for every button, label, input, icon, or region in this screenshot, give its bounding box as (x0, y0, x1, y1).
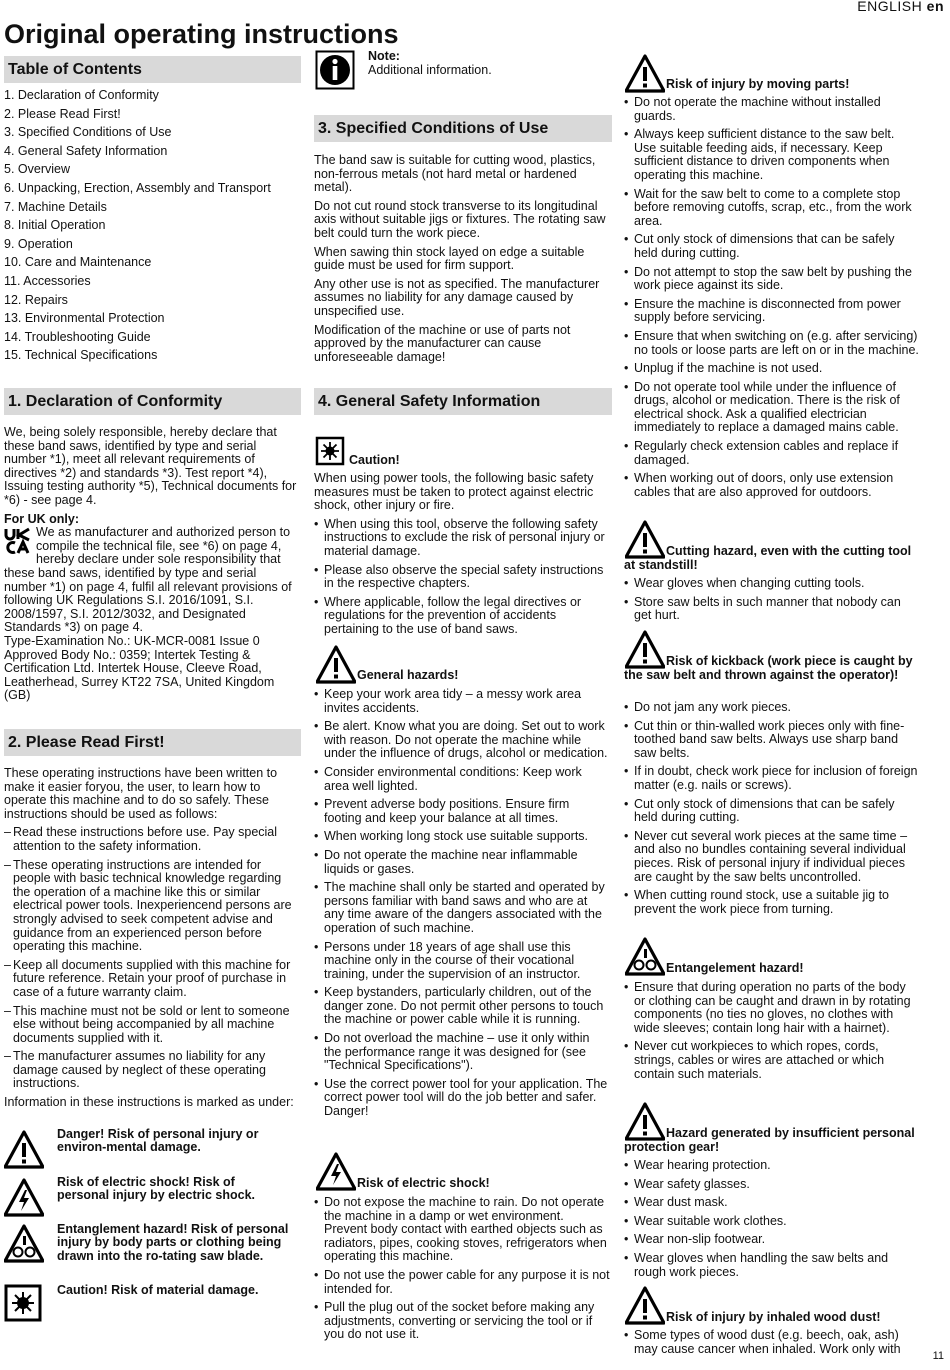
list-item: • Unplug if the machine is not used. (624, 362, 920, 376)
section-1-heading: 1. Declaration of Conformity (4, 388, 301, 415)
ppe-body (624, 1159, 920, 1284)
electric-shock-icon (4, 1178, 44, 1218)
general-hazards-body (314, 688, 610, 1124)
language-label: ENGLISH en (857, 0, 944, 14)
cutting-hazard-title: Cutting hazard, even with the cutting tool at standstill! (624, 544, 912, 572)
list-item: • Wait for the saw belt to come to a complete stop before removing cutoffs, scrap, etc., from the work area. (624, 188, 920, 229)
list-item: • Ensure the machine is disconnected from power supply before servicing. (624, 298, 920, 325)
general-hazards-list (314, 688, 610, 1119)
wood-dust-body (624, 1329, 920, 1361)
list-item: • Consider environmental conditions: Keep work area well lighted. (314, 766, 610, 793)
list-item: • Please also observe the special safety instructions in the respective chapters. (314, 564, 610, 591)
uk-only-label: For UK only: (4, 511, 79, 526)
list-item: • Store saw belts in such manner that nobody can get hurt. (624, 596, 920, 623)
moving-parts-body (624, 96, 920, 504)
list-item: • Do not jam any work pieces. (624, 701, 920, 715)
list-item: • When working long stock use suitable supports. (314, 830, 610, 844)
uk-type-exam-text: Type-Examination No.: UK-MCR-0081 Issue 0 Approved Body No.: 0359; Intertek Testing & Certification Ltd. Intertek House, Cleeve Road, Leatherhead, Surrey KT22 7SA, United Kingdom (GB) (4, 633, 275, 703)
entanglement-list (624, 981, 920, 1081)
toc-item: 6. Unpacking, Erection, Assembly and Transport (4, 180, 271, 195)
entanglement-body (624, 981, 920, 1086)
warning-icon (625, 1286, 665, 1326)
toc-item: 13. Environmental Protection (4, 311, 165, 326)
list-item: • Wear gloves when handling the saw belts and rough work pieces. (624, 1252, 920, 1279)
danger-icon (4, 1130, 44, 1170)
list-item: • Some types of wood dust (e.g. beech, oak, ash) may cause cancer when inhaled. Work only with (624, 1329, 920, 1356)
toc-item: 10. Care and Maintenance (4, 255, 152, 270)
general-hazards-title: General hazards! (357, 668, 459, 682)
list-item: • Cut only stock of dimensions that can be safely held during cutting. (624, 233, 920, 260)
list-item: – The manufacturer assumes no liability for any damage caused by neglect of these operating instructions. (4, 1050, 300, 1091)
list-item: • Keep your work area tidy – a messy work area invites accidents. (314, 688, 610, 715)
legend-danger-text: Danger! Risk of personal injury or environ-mental damage. (57, 1127, 259, 1155)
toc-item: 7. Machine Details (4, 199, 107, 214)
section-4-heading: 4. General Safety Information (314, 388, 612, 415)
list-item: • Always keep sufficient distance to the saw belt. Use suitable feeding aids, if necessary. Keep sufficient distance to driven components when operating this machine. (624, 128, 920, 182)
ukca-mark-icon (4, 527, 32, 555)
list-item: • Wear dust mask. (624, 1196, 920, 1210)
electric-shock-icon (316, 1152, 356, 1192)
list-item: • Never cut workpieces to which ropes, cords, strings, cables or wires are attached or which contain such materials. (624, 1040, 920, 1081)
wood-dust-list (624, 1329, 920, 1356)
toc-item: 15. Technical Specifications (4, 348, 158, 363)
moving-parts-list (624, 96, 920, 499)
list-item: – Keep all documents supplied with this machine for future reference. Retain your proof of purchase in case of a future warranty claim. (4, 959, 300, 1000)
list-item: • Do not use the power cable for any purpose it is not intended for. (314, 1269, 610, 1296)
marked-as-text: Information in these instructions is marked as under: (4, 1095, 294, 1110)
conditions-paragraph: Modification of the machine or use of parts not approved by the manufacturer can cause unforeseeable damage! (314, 322, 571, 364)
list-item: • Ensure that during operation no parts of the body or clothing can be caught and drawn in by rotating components (no ties no gloves, no clothes with wide sleeves; contain long hair with a hairnet). (624, 981, 920, 1035)
list-item: • Persons under 18 years of age shall use this machine only in the course of their vocational training, under the supervision of an instructor. (314, 941, 610, 982)
conditions-paragraph: Any other use is not as specified. The manufacturer assumes no liability for any damage caused by unspecified use. (314, 276, 600, 318)
read-first-intro: These operating instructions have been written to make it easier foryou, the user, to learn how to operate this machine and to do so safely. These instructions should be used as follows: (4, 766, 278, 821)
info-icon (315, 50, 355, 90)
list-item: • Pull the plug out of the socket before making any adjustments, converting or servicing the tool or if you do not use it. (314, 1301, 610, 1342)
kickback-body (624, 701, 920, 921)
list-item: – Read these instructions before use. Pay special attention to the safety information. (4, 826, 300, 853)
list-item: • Wear suitable work clothes. (624, 1215, 920, 1229)
caution-text: When using power tools, the following basic safety measures must be taken to protect against electric shock, other injury or fire. (314, 471, 594, 513)
cutting-hazard-list (624, 577, 920, 623)
toc-heading: Table of Contents (4, 56, 301, 83)
note-block (368, 50, 568, 77)
caution-icon (315, 436, 345, 466)
list-item: • When working out of doors, only use extension cables that are also approved for outdoors. (624, 472, 920, 499)
ppe-title: Hazard generated by insufficient personal protection gear! (624, 1126, 915, 1154)
list-item: – These operating instructions are intended for people with basic technical knowledge regarding the operation of a machine like this or similar electrical power tools. Inexperiencend persons are strongly advised to seek competent advise and guidance from an experienced person before operating this machine. (4, 859, 300, 954)
uk-declaration-text: We as manufacturer and authorized person to compile the technical file, see *6) on page 4, hereby declare under sole responsibility that these band saws, identified by type and serial number *1) on page 4, fulfil all relevant provisions of following UK Regulations S.I. 2016/1091, S.I. 2008/1597, S.I. 2012/3032, and Designated Standards *3) on page 4. (4, 525, 292, 635)
page-number: 11 (932, 1350, 944, 1363)
caution-list (314, 518, 610, 637)
ppe-list (624, 1159, 920, 1279)
list-item: • Wear hearing protection. (624, 1159, 920, 1173)
toc-item: 12. Repairs (4, 292, 68, 307)
entanglement-title: Entangelement hazard! (666, 961, 804, 975)
list-item: • Keep bystanders, particularly children, out of the danger zone. Do not permit other persons to touch the machine or power cable while it is running. (314, 986, 610, 1027)
list-item: • Wear safety glasses. (624, 1178, 920, 1192)
table-of-contents (4, 86, 301, 365)
list-item: • Do not attempt to stop the saw belt by pushing the work piece against its side. (624, 266, 920, 293)
list-item: • Do not operate the machine near inflammable liquids or gases. (314, 849, 610, 876)
list-item: • Use the correct power tool for your application. The correct power tool will do the job better and safer. Danger! (314, 1078, 610, 1119)
list-item: • Do not operate the machine without installed guards. (624, 96, 920, 123)
caution-body (314, 472, 610, 642)
wood-dust-title: Risk of injury by inhaled wood dust! (666, 1310, 881, 1324)
section-2-body (4, 767, 300, 1110)
section-3-body (314, 154, 610, 369)
toc-item: 2. Please Read First! (4, 106, 121, 121)
conditions-paragraph: When sawing thin stock layed on edge a suitable guide must be used for firm support. (314, 244, 585, 273)
toc-item: 4. General Safety Information (4, 143, 168, 158)
list-item: • Cut thin or thin-walled work pieces only with fine-toothed band saw belts. Always use sharp band saw belts. (624, 720, 920, 761)
toc-item: 8. Initial Operation (4, 218, 106, 233)
caution-title: Caution! (349, 453, 400, 467)
kickback-list (624, 701, 920, 916)
section-2-heading: 2. Please Read First! (4, 729, 301, 756)
list-item: • Do not operate tool while under the influence of drugs, alcohol or medication. There is the risk of electrical shock. Ask a qualified electrician immediately to replace a damaged mains cable. (624, 381, 920, 435)
toc-item: 5. Overview (4, 162, 70, 177)
list-item: • Be alert. Know what you are doing. Set out to work with reason. Do not operate the machine while under the influence of drugs, alcohol or medication. (314, 720, 610, 761)
electric-shock-title: Risk of electric shock! (357, 1176, 490, 1190)
entanglement-icon (625, 937, 665, 977)
toc-item: 11. Accessories (4, 273, 91, 288)
list-item: • If in doubt, check work piece for inclusion of foreign matter (e.g. nails or screws). (624, 765, 920, 792)
conditions-paragraph: The band saw is suitable for cutting wood, plastics, non-ferrous metals (not hard metal or hardened metal). (314, 153, 596, 195)
list-item: • Ensure that when switching on (e.g. after servicing) no tools or loose parts are left on or in the machine. (624, 330, 920, 357)
list-item: • Cut only stock of dimensions that can be safely held during cutting. (624, 798, 920, 825)
section-1-body (4, 426, 300, 708)
cutting-hazard-body (624, 577, 920, 628)
toc-item: 3. Specified Conditions of Use (4, 125, 172, 140)
moving-parts-title: Risk of injury by moving parts! (666, 77, 850, 91)
kickback-title: Risk of kickback (work piece is caught by the saw belt and thrown against the operator)! (624, 654, 913, 682)
toc-item: 9. Operation (4, 236, 73, 251)
note-text: Additional information. (368, 62, 492, 77)
entanglement-icon (4, 1224, 44, 1264)
legend-caution-text: Caution! Risk of material damage. (57, 1283, 259, 1297)
caution-icon (4, 1284, 42, 1322)
note-title: Note: (368, 49, 400, 63)
toc-item: 1. Declaration of Conformity (4, 88, 159, 102)
warning-icon (625, 54, 665, 94)
electric-shock-body (314, 1196, 610, 1347)
declaration-text: We, being solely responsible, hereby declare that these band saws, identified by type and serial number *1), meet all relevant requirements of directives *2) and standards *3). Test report *4), Issuing testing authority *5), Technical documents for *6) - see page 4. (4, 425, 297, 507)
list-item: • Wear non-slip footwear. (624, 1233, 920, 1247)
electric-shock-list (314, 1196, 610, 1342)
list-item: • Never cut several work pieces at the same time – and also no bundles containing several individual pieces. Risk of personal injury if individual pieces are caught by the saw belts uncontrolled. (624, 830, 920, 884)
list-item: • Do not expose the machine to rain. Do not operate the machine in a damp or wet environment. Prevent body contact with earthed objects such as radiators, pipes, cooking stoves, refrigerators when operating this machine. (314, 1196, 610, 1264)
list-item: – This machine must not be sold or lent to someone else without being accompanied by all machine documents supplied with it. (4, 1005, 300, 1046)
list-item: • When cutting round stock, use a suitable jig to prevent the work piece from turning. (624, 889, 920, 916)
page-title: Original operating instructions (4, 19, 399, 49)
toc-item: 14. Troubleshooting Guide (4, 329, 151, 344)
conditions-paragraph: Do not cut round stock transverse to its longitudinal axis without suitable jigs or fixtures. The rotating saw belt could turn the work piece. (314, 198, 606, 240)
section-3-heading: 3. Specified Conditions of Use (314, 115, 612, 142)
list-item: • Where applicable, follow the legal directives or regulations for the prevention of accidents pertaining to the use of band saws. (314, 596, 610, 637)
warning-icon (316, 645, 356, 685)
legend-electric-text: Risk of electric shock! Risk of personal injury by electric shock. (57, 1175, 255, 1203)
list-item: • Prevent adverse body positions. Ensure firm footing and keep your balance at all times. (314, 798, 610, 825)
list-item: • When using this tool, observe the following safety instructions to exclude the risk of personal injury or material damage. (314, 518, 610, 559)
list-item: • The machine shall only be started and operated by persons familiar with band saws and who are at any time aware of the dangers associated with the operation of such machine. (314, 881, 610, 935)
list-item: • Regularly check extension cables and replace if damaged. (624, 440, 920, 467)
read-first-list (4, 826, 300, 1091)
legend-entanglement-text: Entanglement hazard! Risk of personal injury by body parts or clothing being drawn into the ro-tating saw blade. (57, 1222, 289, 1263)
list-item: • Do not overload the machine – use it only within the performance range it was designed for (see "Technical Specifications"). (314, 1032, 610, 1073)
list-item: • Wear gloves when changing cutting tools. (624, 577, 920, 591)
